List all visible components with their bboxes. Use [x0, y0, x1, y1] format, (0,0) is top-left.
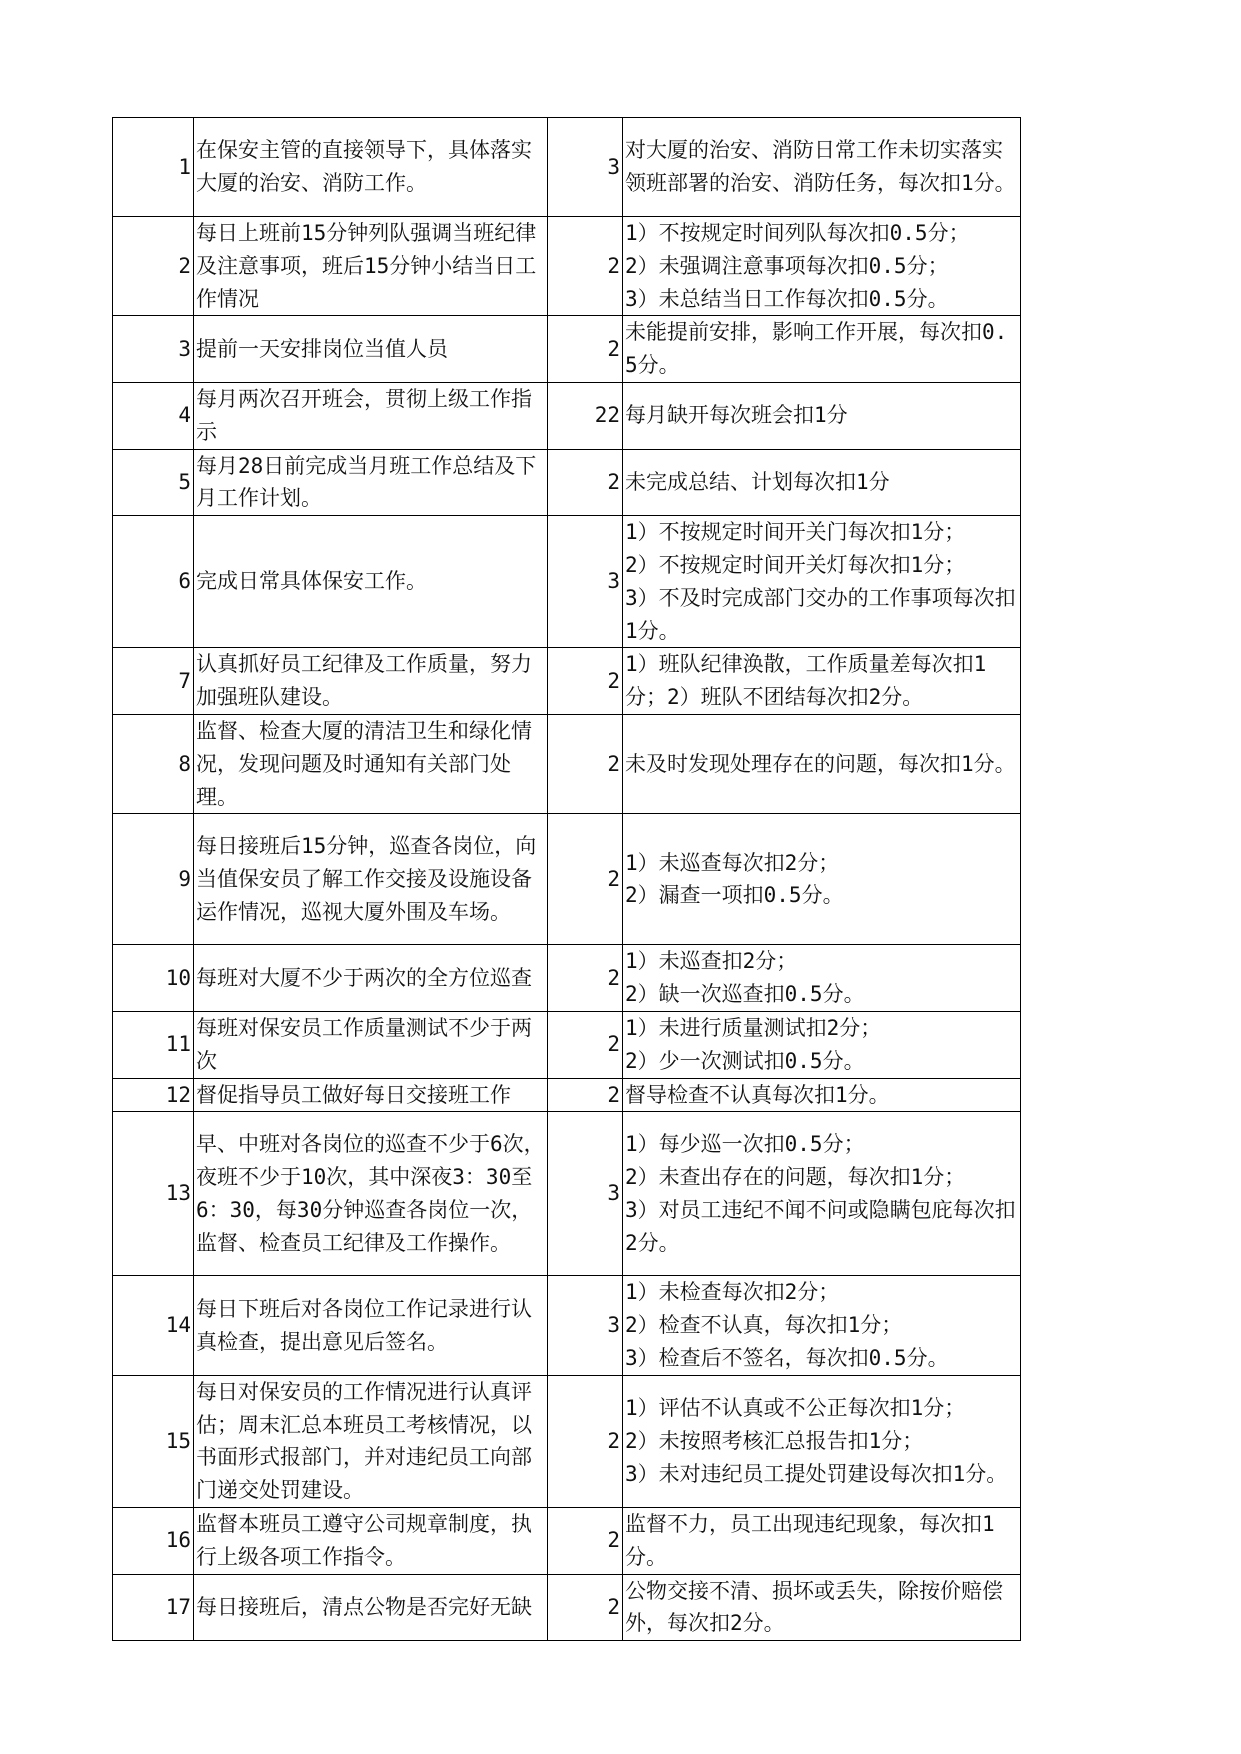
- score-value: 2: [548, 1375, 623, 1507]
- deduction-rule: 未能提前安排，影响工作开展，每次扣0.5分。: [623, 316, 1021, 383]
- requirement-text: 每日接班后15分钟，巡查各岗位，向当值保安员了解工作交接及设施设备运作情况，巡视大厦外围及车场。: [194, 814, 548, 945]
- deduction-rule: 1）评估不认真或不公正每次扣1分； 2）未按照考核汇总报告扣1分； 3）未对违纪员工提处罚建设每次扣1分。: [623, 1375, 1021, 1507]
- row-number: 17: [113, 1574, 194, 1641]
- requirement-text: 提前一天安排岗位当值人员: [194, 316, 548, 383]
- requirement-text: 完成日常具体保安工作。: [194, 516, 548, 648]
- requirement-text: 监督本班员工遵守公司规章制度，执行上级各项工作指令。: [194, 1507, 548, 1574]
- requirement-text: 在保安主管的直接领导下，具体落实大厦的治安、消防工作。: [194, 118, 548, 217]
- table-row: [113, 1375, 1021, 1507]
- row-number: 2: [113, 217, 194, 316]
- table-row: [113, 1011, 1021, 1078]
- row-number: 1: [113, 118, 194, 217]
- requirement-text: 督促指导员工做好每日交接班工作: [194, 1078, 548, 1112]
- assessment-table: [112, 117, 1021, 1641]
- deduction-rule: 1）班队纪律涣散，工作质量差每次扣1分；2）班队不团结每次扣2分。: [623, 648, 1021, 715]
- table-row: [113, 382, 1021, 449]
- assessment-table-body: [113, 118, 1021, 1641]
- requirement-text: 每日对保安员的工作情况进行认真评估；周末汇总本班员工考核情况，以书面形式报部门，并对违纪员工向部门递交处罚建设。: [194, 1375, 548, 1507]
- table-row: [113, 1507, 1021, 1574]
- table-row: [113, 1574, 1021, 1641]
- row-number: 5: [113, 449, 194, 516]
- table-row: [113, 217, 1021, 316]
- row-number: 8: [113, 714, 194, 813]
- score-value: 2: [548, 1078, 623, 1112]
- table-row: [113, 714, 1021, 813]
- requirement-text: 每日下班后对各岗位工作记录进行认真检查，提出意见后签名。: [194, 1276, 548, 1375]
- score-value: 2: [548, 648, 623, 715]
- row-number: 12: [113, 1078, 194, 1112]
- row-number: 6: [113, 516, 194, 648]
- deduction-rule: 1）不按规定时间开关门每次扣1分； 2）不按规定时间开关灯每次扣1分； 3）不及时完成部门交办的工作事项每次扣1分。: [623, 516, 1021, 648]
- table-row: [113, 118, 1021, 217]
- score-value: 2: [548, 945, 623, 1012]
- table-row: [113, 316, 1021, 383]
- table-row: [113, 814, 1021, 945]
- deduction-rule: 公物交接不清、损坏或丢失，除按价赔偿外，每次扣2分。: [623, 1574, 1021, 1641]
- score-value: 2: [548, 316, 623, 383]
- requirement-text: 监督、检查大厦的清洁卫生和绿化情况，发现问题及时通知有关部门处理。: [194, 714, 548, 813]
- row-number: 9: [113, 814, 194, 945]
- row-number: 7: [113, 648, 194, 715]
- score-value: 3: [548, 118, 623, 217]
- table-row: [113, 449, 1021, 516]
- score-value: 3: [548, 1276, 623, 1375]
- score-value: 2: [548, 714, 623, 813]
- deduction-rule: 1）未巡查扣2分； 2）缺一次巡查扣0.5分。: [623, 945, 1021, 1012]
- score-value: 2: [548, 449, 623, 516]
- row-number: 14: [113, 1276, 194, 1375]
- requirement-text: 每班对保安员工作质量测试不少于两次: [194, 1011, 548, 1078]
- deduction-rule: 监督不力，员工出现违纪现象，每次扣1分。: [623, 1507, 1021, 1574]
- score-value: 2: [548, 217, 623, 316]
- deduction-rule: 1）未巡查每次扣2分； 2）漏查一项扣0.5分。: [623, 814, 1021, 945]
- row-number: 3: [113, 316, 194, 383]
- deduction-rule: 1）不按规定时间列队每次扣0.5分； 2）未强调注意事项每次扣0.5分； 3）未总结当日工作每次扣0.5分。: [623, 217, 1021, 316]
- row-number: 13: [113, 1112, 194, 1276]
- score-value: 2: [548, 1507, 623, 1574]
- deduction-rule: 对大厦的治安、消防日常工作未切实落实领班部署的治安、消防任务，每次扣1分。: [623, 118, 1021, 217]
- deduction-rule: 每月缺开每次班会扣1分: [623, 382, 1021, 449]
- score-value: 22: [548, 382, 623, 449]
- table-row: [113, 1112, 1021, 1276]
- table-row: [113, 945, 1021, 1012]
- requirement-text: 每日接班后，清点公物是否完好无缺: [194, 1574, 548, 1641]
- table-row: [113, 1276, 1021, 1375]
- requirement-text: 认真抓好员工纪律及工作质量，努力加强班队建设。: [194, 648, 548, 715]
- deduction-rule: 督导检查不认真每次扣1分。: [623, 1078, 1021, 1112]
- score-value: 3: [548, 516, 623, 648]
- table-row: [113, 516, 1021, 648]
- row-number: 11: [113, 1011, 194, 1078]
- score-value: 3: [548, 1112, 623, 1276]
- requirement-text: 每月28日前完成当月班工作总结及下月工作计划。: [194, 449, 548, 516]
- requirement-text: 每班对大厦不少于两次的全方位巡查: [194, 945, 548, 1012]
- row-number: 4: [113, 382, 194, 449]
- score-value: 2: [548, 1574, 623, 1641]
- score-value: 2: [548, 1011, 623, 1078]
- score-value: 2: [548, 814, 623, 945]
- row-number: 10: [113, 945, 194, 1012]
- deduction-rule: 1）每少巡一次扣0.5分； 2）未查出存在的问题，每次扣1分； 3）对员工违纪不闻不问或隐瞒包庇每次扣2分。: [623, 1112, 1021, 1276]
- table-row: [113, 1078, 1021, 1112]
- requirement-text: 早、中班对各岗位的巡查不少于6次，夜班不少于10次，其中深夜3：30至6：30，每30分钟巡查各岗位一次，监督、检查员工纪律及工作操作。: [194, 1112, 548, 1276]
- table-row: [113, 648, 1021, 715]
- deduction-rule: 未及时发现处理存在的问题，每次扣1分。: [623, 714, 1021, 813]
- requirement-text: 每月两次召开班会，贯彻上级工作指示: [194, 382, 548, 449]
- deduction-rule: 未完成总结、计划每次扣1分: [623, 449, 1021, 516]
- deduction-rule: 1）未检查每次扣2分； 2）检查不认真，每次扣1分； 3）检查后不签名，每次扣0.5分。: [623, 1276, 1021, 1375]
- deduction-rule: 1）未进行质量测试扣2分； 2）少一次测试扣0.5分。: [623, 1011, 1021, 1078]
- requirement-text: 每日上班前15分钟列队强调当班纪律及注意事项，班后15分钟小结当日工作情况: [194, 217, 548, 316]
- row-number: 16: [113, 1507, 194, 1574]
- row-number: 15: [113, 1375, 194, 1507]
